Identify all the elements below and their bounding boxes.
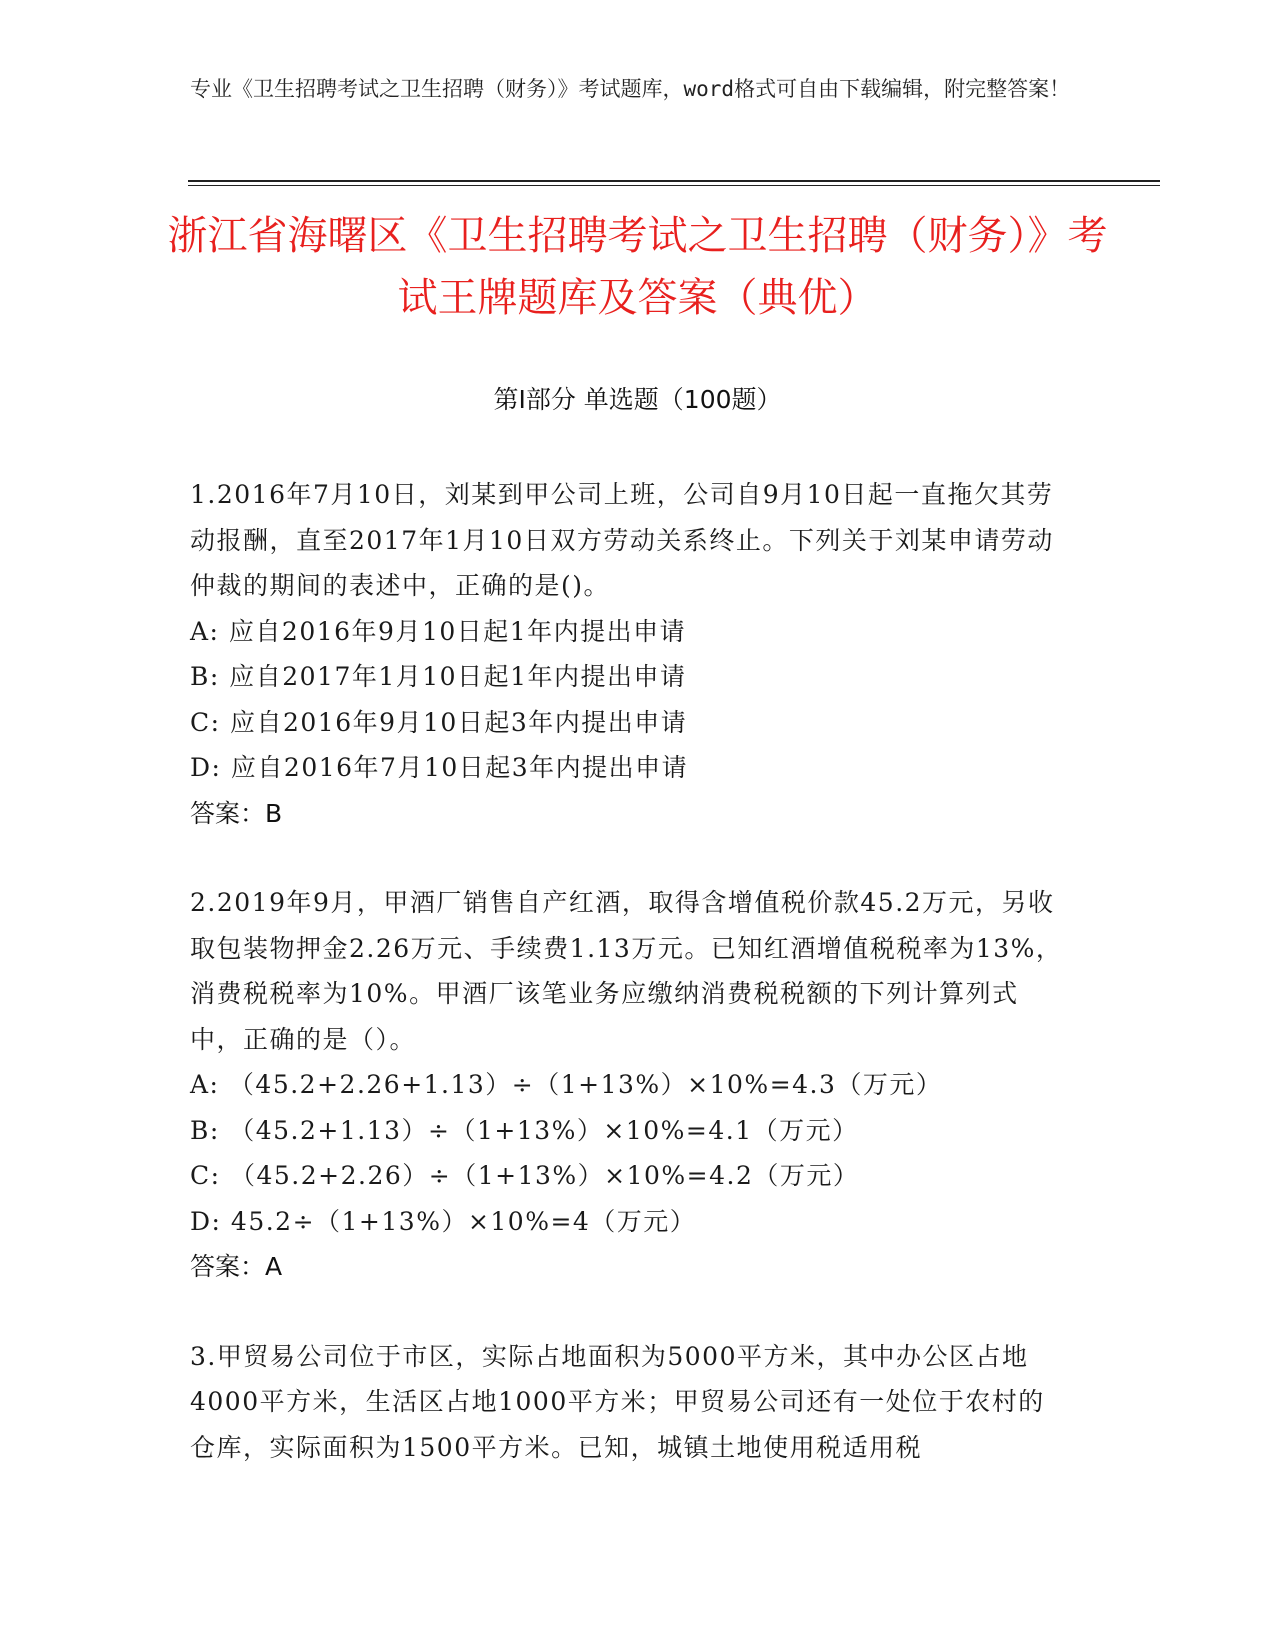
question-1 [190, 472, 1070, 836]
document-title: 浙江省海曙区《卫生招聘考试之卫生招聘（财务）》考试王牌题库及答案（典优） [167, 213, 1108, 321]
answer: 答案：B [190, 798, 283, 828]
header-divider [188, 180, 1160, 186]
option-d: D: 应自2016年7月10日起3年内提出申请 [190, 753, 689, 782]
option-a: A: （45.2+2.26+1.13）÷（1+13%）×10%=4.3（万元） [190, 1070, 943, 1099]
section-heading: 第Ⅰ部分 单选题（100题） [493, 385, 782, 414]
question-3 [190, 1334, 1070, 1471]
answer: 答案：A [190, 1252, 283, 1281]
header-note: 专业《卫生招聘考试之卫生招聘（财务）》考试题库，word格式可自由下载编辑，附完整答案！ [190, 77, 1071, 101]
option-b: B: （45.2+1.13）÷（1+13%）×10%=4.1（万元） [190, 1115, 859, 1145]
option-a: A: 应自2016年9月10日起1年内提出申请 [190, 616, 687, 646]
option-c: C: （45.2+2.26）÷（1+13%）×10%=4.2（万元） [190, 1161, 860, 1190]
question-list [190, 472, 1070, 1514]
question-stem: 3.甲贸易公司位于市区，实际占地面积为5000平方米，其中办公区占地4000平方米，生活区占地1000平方米；甲贸易公司还有一处位于农村的仓库，实际面积为1500平方米。已知，城镇土地使用税适用税 [190, 1341, 1045, 1462]
question-2 [190, 880, 1070, 1290]
option-d: D: 45.2÷（1+13%）×10%=4（万元） [190, 1206, 697, 1236]
question-stem: 2.2019年9月，甲酒厂销售自产红酒，取得含增值税价款45.2万元，另收取包装物押金2.26万元、手续费1.13万元。已知红酒增值税税率为13%，消费税税率为10%。甲酒厂该笔业务应缴纳消费税税额的下列计算列式中，正确的是（）。 [190, 888, 1063, 1054]
option-c: C: 应自2016年9月10日起3年内提出申请 [190, 707, 688, 737]
question-stem: 1.2016年7月10日，刘某到甲公司上班，公司自9月10日起一直拖欠其劳动报酬，直至2017年1月10日双方劳动关系终止。下列关于刘某申请劳动仲裁的期间的表述中，正确的是()。 [190, 480, 1054, 600]
option-b: B: 应自2017年1月10日起1年内提出申请 [190, 662, 687, 691]
